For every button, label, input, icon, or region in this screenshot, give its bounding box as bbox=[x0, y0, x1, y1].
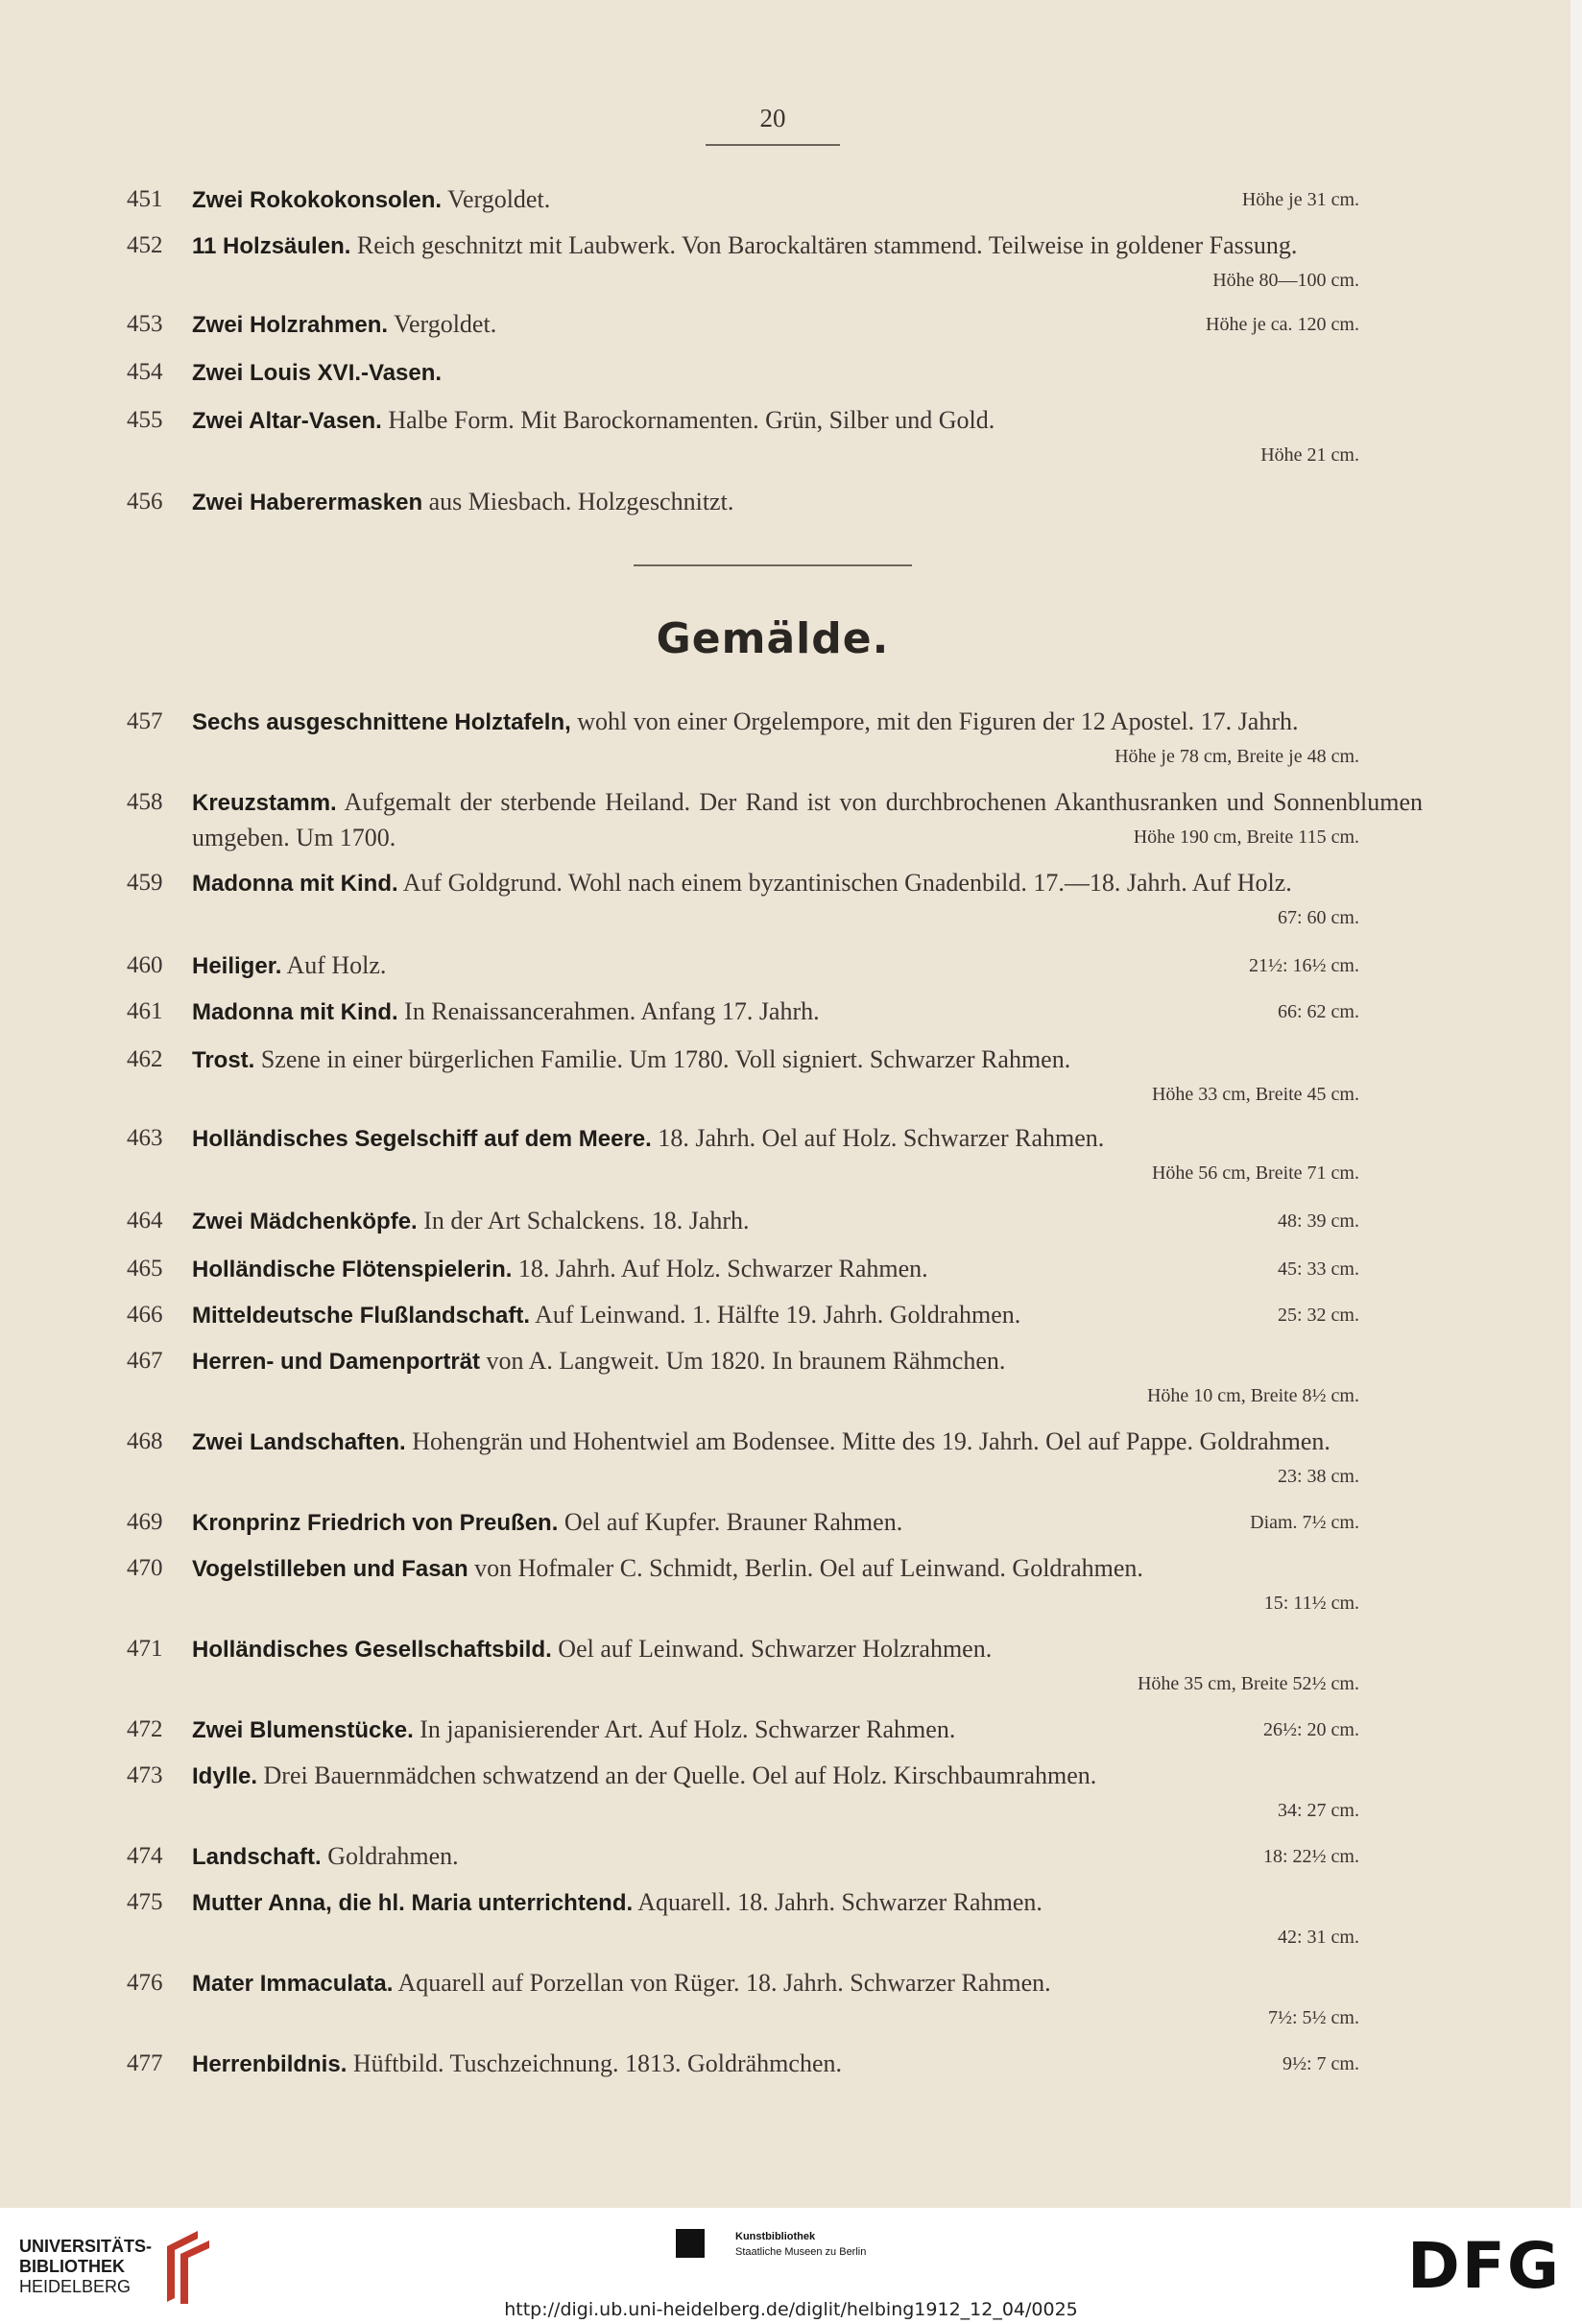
entry-dimensions: 25: 32 cm. bbox=[1278, 1305, 1359, 1326]
entry-description: von A. Langweit. Um 1820. In braunem Rähmchen. bbox=[480, 1347, 1006, 1375]
entry-dimensions: Höhe je 78 cm, Breite je 48 cm. bbox=[1115, 746, 1359, 767]
entry-text bbox=[192, 228, 1423, 264]
entry-description: Vergoldet. bbox=[442, 185, 551, 213]
entry-number: 459 bbox=[127, 870, 163, 896]
entry-title: Zwei Louis XVI.-Vasen. bbox=[192, 360, 443, 386]
entry-text bbox=[192, 994, 1423, 1030]
entry-dimensions: Höhe 10 cm, Breite 8½ cm. bbox=[1146, 1385, 1359, 1406]
entry-number: 476 bbox=[127, 1970, 163, 1996]
entry-text bbox=[192, 1885, 1423, 1921]
entry-number: 469 bbox=[127, 1509, 163, 1535]
dfg-logo[interactable]: DFG bbox=[1406, 2229, 1561, 2303]
entry-description: Halbe Form. Mit Barockornamenten. Grün, Silber und Gold. bbox=[381, 406, 995, 434]
logo-line: Kunstbibliothek bbox=[735, 2231, 816, 2242]
entry-description: Auf Goldgrund. Wohl nach einem byzantinischen Gnadenbild. 17.—18. Jahrh. Auf Holz. bbox=[397, 869, 1292, 897]
entry-description: 18. Jahrh. Oel auf Holz. Schwarzer Rahmen. bbox=[651, 1124, 1105, 1152]
entry-number: 467 bbox=[127, 1348, 163, 1374]
entry-text bbox=[192, 948, 1423, 984]
entry-text bbox=[192, 1298, 1423, 1333]
section-divider bbox=[634, 564, 912, 566]
entry-text bbox=[192, 182, 1423, 218]
entry-text bbox=[192, 355, 1423, 391]
entry-dimensions: Höhe 80—100 cm. bbox=[1212, 270, 1359, 291]
entry-text bbox=[192, 1042, 1423, 1078]
logo-line: BIBLIOTHEK bbox=[19, 2257, 125, 2276]
entry-title: Madonna mit Kind. bbox=[192, 871, 398, 897]
entry-number: 454 bbox=[127, 359, 163, 385]
entry-dimensions: 23: 38 cm. bbox=[1278, 1466, 1359, 1487]
entry-title: Zwei Blumenstücke. bbox=[192, 1717, 414, 1743]
entry-description: In Renaissancerahmen. Anfang 17. Jahrh. bbox=[397, 997, 820, 1025]
entry-text bbox=[192, 1551, 1423, 1587]
entry-title: Holländisches Gesellschaftsbild. bbox=[192, 1637, 552, 1663]
entry-dimensions: 42: 31 cm. bbox=[1278, 1927, 1359, 1948]
entry-number: 461 bbox=[127, 998, 163, 1024]
entry-number: 474 bbox=[127, 1843, 163, 1869]
entry-number: 453 bbox=[127, 311, 163, 337]
entry-description: Aquarell. 18. Jahrh. Schwarzer Rahmen. bbox=[633, 1888, 1043, 1916]
entry-title: Heiliger. bbox=[192, 953, 282, 979]
page-number: 20 bbox=[759, 104, 786, 132]
entry-dimensions: 7½: 5½ cm. bbox=[1268, 2007, 1359, 2028]
entry-number: 460 bbox=[127, 952, 163, 978]
entry-title: Idylle. bbox=[192, 1763, 258, 1789]
entry-text bbox=[192, 1759, 1423, 1794]
entry-number: 465 bbox=[127, 1256, 163, 1282]
entry-number: 464 bbox=[127, 1208, 163, 1234]
entry-title: Zwei Altar-Vasen. bbox=[192, 408, 382, 434]
entry-text bbox=[192, 866, 1423, 901]
entry-description: Hüftbild. Tuschzeichnung. 1813. Goldrähmchen. bbox=[347, 2049, 842, 2077]
entry-title: Zwei Holzrahmen. bbox=[192, 312, 389, 338]
entry-description: In der Art Schalckens. 18. Jahrh. bbox=[417, 1207, 750, 1234]
entry-dimensions: 34: 27 cm. bbox=[1278, 1800, 1359, 1821]
entry-dimensions: 21½: 16½ cm. bbox=[1249, 955, 1359, 976]
entry-text bbox=[192, 485, 1423, 520]
entry-dimensions: 66: 62 cm. bbox=[1278, 1001, 1359, 1022]
logo-line: Staatliche Museen zu Berlin bbox=[735, 2246, 867, 2258]
entry-title: Mitteldeutsche Flußlandschaft. bbox=[192, 1303, 531, 1329]
entry-description: Aquarell auf Porzellan von Rüger. 18. Jahrh. Schwarzer Rahmen. bbox=[393, 1969, 1051, 1997]
entry-description: Reich geschnitzt mit Laubwerk. Von Barockaltären stammend. Teilweise in goldener Fassung. bbox=[350, 231, 1298, 259]
entry-dimensions: 48: 39 cm. bbox=[1278, 1210, 1359, 1232]
entry-title: Trost. bbox=[192, 1047, 255, 1073]
entry-number: 472 bbox=[127, 1716, 163, 1742]
entry-number: 466 bbox=[127, 1302, 163, 1328]
entry-title: Kreuzstamm. bbox=[192, 790, 337, 816]
entry-text bbox=[192, 1632, 1423, 1667]
logo-line: HEIDELBERG bbox=[19, 2277, 132, 2296]
entry-title: Herren- und Damenporträt bbox=[192, 1349, 481, 1375]
entry-description: Vergoldet. bbox=[388, 310, 497, 338]
entry-title: 11 Holzsäulen. bbox=[192, 233, 351, 259]
entry-number: 475 bbox=[127, 1889, 163, 1915]
entry-text bbox=[192, 1344, 1423, 1379]
entry-description: Oel auf Leinwand. Schwarzer Holzrahmen. bbox=[551, 1635, 993, 1663]
entry-number: 458 bbox=[127, 789, 163, 815]
entry-dimensions: 18: 22½ cm. bbox=[1263, 1846, 1359, 1867]
entry-number: 457 bbox=[127, 708, 163, 734]
entry-dimensions: Höhe je 31 cm. bbox=[1241, 189, 1359, 210]
entry-dimensions: 67: 60 cm. bbox=[1278, 907, 1359, 928]
entry-description: Szene in einer bürgerlichen Familie. Um 1780. Voll signiert. Schwarzer Rahmen. bbox=[254, 1045, 1071, 1073]
entry-dimensions: Höhe 21 cm. bbox=[1260, 444, 1359, 466]
entry-title: Landschaft. bbox=[192, 1844, 322, 1870]
entry-title: Holländische Flötenspielerin. bbox=[192, 1257, 513, 1282]
entry-text bbox=[192, 705, 1423, 740]
entry-dimensions: 26½: 20 cm. bbox=[1263, 1719, 1359, 1740]
entry-description: Goldrahmen. bbox=[321, 1842, 459, 1870]
entry-title: Mater Immaculata. bbox=[192, 1971, 394, 1997]
entry-number: 473 bbox=[127, 1762, 163, 1788]
entry-title: Zwei Mädchenköpfe. bbox=[192, 1209, 418, 1234]
entry-number: 463 bbox=[127, 1125, 163, 1151]
entry-description: 18. Jahrh. Auf Holz. Schwarzer Rahmen. bbox=[512, 1255, 928, 1282]
entry-description: Drei Bauernmädchen schwatzend an der Quelle. Oel auf Holz. Kirschbaumrahmen. bbox=[257, 1761, 1097, 1789]
entry-text bbox=[192, 1121, 1423, 1157]
entry-description: aus Miesbach. Holzgeschnitzt. bbox=[422, 488, 734, 515]
permalink-url[interactable]: http://digi.ub.uni-heidelberg.de/diglit/helbing1912_12_04/0025 bbox=[504, 2299, 1078, 2320]
entry-description: wohl von einer Orgelempore, mit den Figuren der 12 Apostel. 17. Jahrh. bbox=[570, 707, 1299, 735]
entry-title: Sechs ausgeschnittene Holztafeln, bbox=[192, 709, 571, 735]
kunstbibliothek-logo[interactable] bbox=[735, 2229, 866, 2260]
entry-number: 451 bbox=[127, 186, 163, 212]
entry-title: Zwei Landschaften. bbox=[192, 1429, 406, 1455]
entry-title: Madonna mit Kind. bbox=[192, 999, 398, 1025]
entry-description: Oel auf Kupfer. Brauner Rahmen. bbox=[558, 1508, 903, 1536]
entry-title: Holländisches Segelschiff auf dem Meere. bbox=[192, 1126, 652, 1152]
entry-description: In japanisierender Art. Auf Holz. Schwarzer Rahmen. bbox=[413, 1715, 956, 1743]
viewer-footer bbox=[0, 2208, 1582, 2324]
entry-number: 455 bbox=[127, 407, 163, 433]
entry-dimensions: 15: 11½ cm. bbox=[1263, 1593, 1359, 1614]
entry-title: Herrenbildnis. bbox=[192, 2051, 348, 2077]
entry-dimensions: Höhe 35 cm, Breite 52½ cm. bbox=[1137, 1673, 1359, 1694]
entry-number: 452 bbox=[127, 232, 163, 258]
section-heading: Gemälde. bbox=[656, 614, 890, 663]
entry-number: 462 bbox=[127, 1046, 163, 1072]
university-library-mark-icon bbox=[159, 2229, 215, 2306]
entry-title: Mutter Anna, die hl. Maria unterrichtend. bbox=[192, 1890, 634, 1916]
entry-text bbox=[192, 1713, 1423, 1748]
entry-description: Auf Leinwand. 1. Hälfte 19. Jahrh. Goldrahmen. bbox=[530, 1301, 1021, 1329]
entry-dimensions: Höhe je ca. 120 cm. bbox=[1206, 314, 1359, 335]
entry-dimensions: 9½: 7 cm. bbox=[1282, 2053, 1359, 2074]
page-edge bbox=[1570, 0, 1582, 2208]
entry-title: Vogelstilleben und Fasan bbox=[192, 1556, 468, 1582]
entry-text bbox=[192, 1505, 1423, 1541]
entry-description: Auf Holz. bbox=[281, 951, 387, 979]
entry-description: von Hofmaler C. Schmidt, Berlin. Oel auf Leinwand. Goldrahmen. bbox=[467, 1554, 1143, 1582]
entry-text bbox=[192, 1204, 1423, 1239]
entry-title: Kronprinz Friedrich von Preußen. bbox=[192, 1510, 559, 1536]
entry-dimensions: Höhe 33 cm, Breite 45 cm. bbox=[1151, 1084, 1359, 1105]
entry-number: 456 bbox=[127, 489, 163, 515]
entry-text bbox=[192, 1252, 1423, 1287]
entry-dimensions: Höhe 190 cm, Breite 115 cm. bbox=[1133, 827, 1359, 848]
entry-description: Aufgemalt der sterbende Heiland. Der Rand ist von durchbrochenen Akanthusranken und Sonnenblumen umgeben. Um 1700. bbox=[192, 788, 1423, 851]
entry-text bbox=[192, 1966, 1423, 2001]
entry-text bbox=[192, 1425, 1423, 1460]
entry-description: Hohengrän und Hohentwiel am Bodensee. Mitte des 19. Jahrh. Oel auf Pappe. Goldrahmen. bbox=[405, 1427, 1330, 1455]
entry-dimensions: 45: 33 cm. bbox=[1278, 1258, 1359, 1280]
entry-number: 470 bbox=[127, 1555, 163, 1581]
entry-dimensions: Diam. 7½ cm. bbox=[1250, 1512, 1359, 1533]
entry-text bbox=[192, 2047, 1423, 2082]
kunstbibliothek-logo-icon bbox=[676, 2229, 705, 2258]
entry-title: Zwei Rokokokonsolen. bbox=[192, 187, 443, 213]
entry-text bbox=[192, 403, 1423, 439]
entry-text bbox=[192, 1839, 1423, 1875]
entry-number: 471 bbox=[127, 1636, 163, 1662]
entry-dimensions: Höhe 56 cm, Breite 71 cm. bbox=[1151, 1162, 1359, 1184]
university-library-logo[interactable] bbox=[19, 2237, 152, 2297]
logo-line: UNIVERSITÄTS- bbox=[19, 2237, 153, 2256]
page-number-rule bbox=[706, 144, 840, 146]
entry-number: 468 bbox=[127, 1428, 163, 1454]
entry-number: 477 bbox=[127, 2050, 163, 2076]
entry-title: Zwei Haberermasken bbox=[192, 490, 423, 515]
